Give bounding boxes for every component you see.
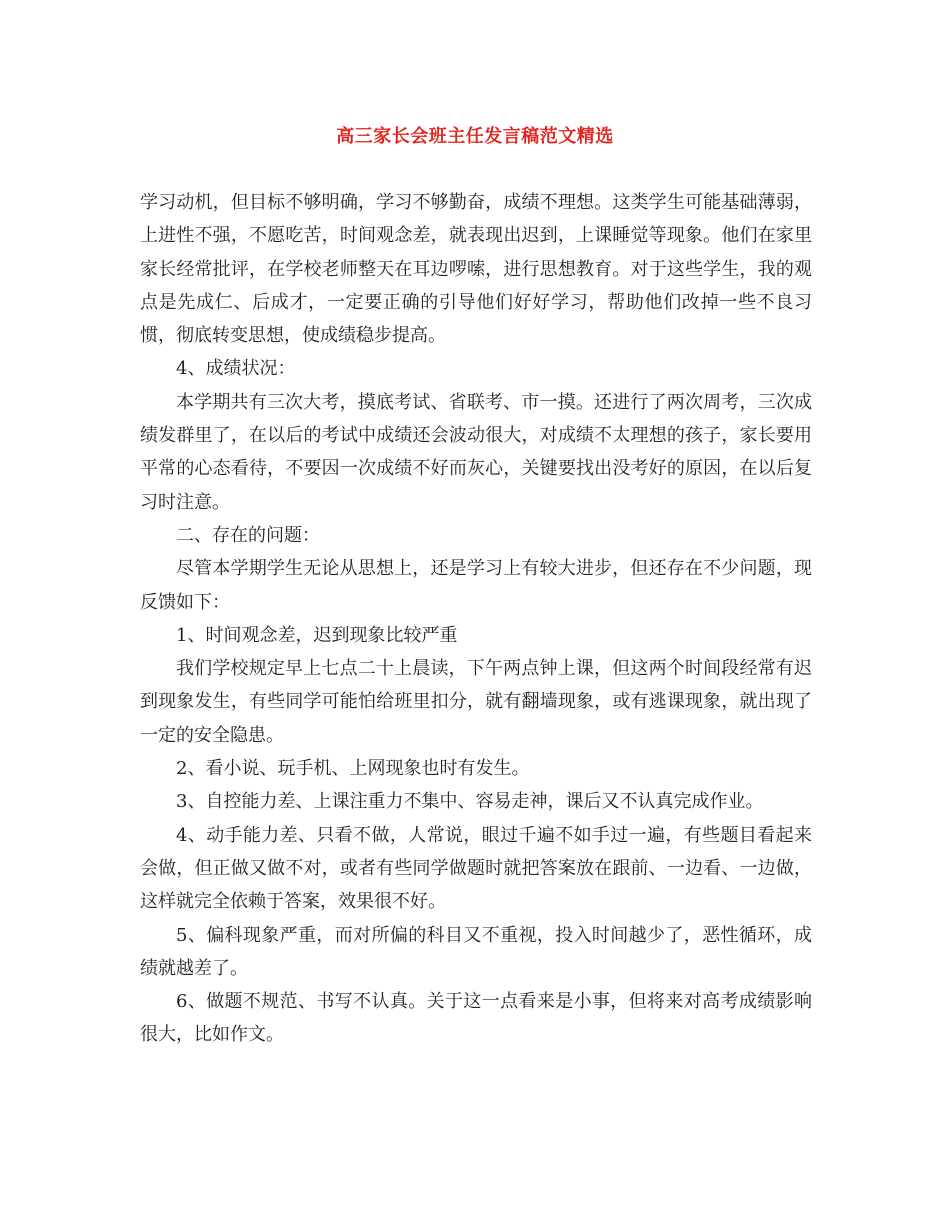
paragraph: 3、自控能力差、上课注重力不集中、容易走神，课后又不认真完成作业。 — [176, 791, 764, 813]
paragraph: 尽管本学期学生无论从思想上，还是学习上有较大进步，但还存在不少问题，现反馈如下： — [140, 558, 812, 613]
paragraph: 4、成绩状况： — [176, 358, 296, 380]
paragraph: 6、做题不规范、书写不认真。关于这一点看来是小事，但将来对高考成绩影响很大，比如作文。 — [140, 991, 812, 1046]
paragraph: 4、动手能力差、只看不做，人常说，眼过千遍不如手过一遍，有些题目看起来会做，但正做又做不对，或者有些同学做题时就把答案放在跟前、一边看、一边做，这样就完全依赖于答案，效果很不好。 — [140, 824, 812, 913]
paragraph: 5、偏科现象严重，而对所偏的科目又不重视，投入时间越少了，恶性循环，成绩就越差了。 — [140, 924, 812, 979]
paragraph: 学习动机，但目标不够明确，学习不够勤奋，成绩不理想。这类学生可能基础薄弱，上进性不强，不愿吃苦，时间观念差，就表现出迟到，上课睡觉等现象。他们在家里家长经常批评，在学校老师整天在耳边啰嗦，进行思想教育。对于这些学生，我的观点是先成仁、后成才，一定要正确的引导他们好好学习，帮助他们改掉一些不良习惯，彻底转变思想，使成绩稳步提高。 — [140, 192, 812, 347]
paragraph: 2、看小说、玩手机、上网现象也时有发生。 — [176, 758, 530, 780]
paragraph: 1、时间观念差，迟到现象比较严重 — [176, 624, 458, 646]
document-body — [140, 186, 812, 1052]
paragraph: 我们学校规定早上七点二十上晨读，下午两点钟上课，但这两个时间段经常有迟到现象发生，有些同学可能怕给班里扣分，就有翻墙现象，或有逃课现象，就出现了一定的安全隐患。 — [140, 658, 812, 746]
paragraph: 本学期共有三次大考，摸底考试、省联考、市一摸。还进行了两次周考，三次成绩发群里了，在以后的考试中成绩还会波动很大，对成绩不太理想的孩子，家长要用平常的心态看待，不要因一次成绩不好而灰心，关键要找出没考好的原因，在以后复习时注意。 — [140, 391, 812, 513]
paragraph: 二、存在的问题： — [176, 524, 320, 546]
document-title: 高三家长会班主任发言稿范文精选 — [336, 126, 614, 147]
